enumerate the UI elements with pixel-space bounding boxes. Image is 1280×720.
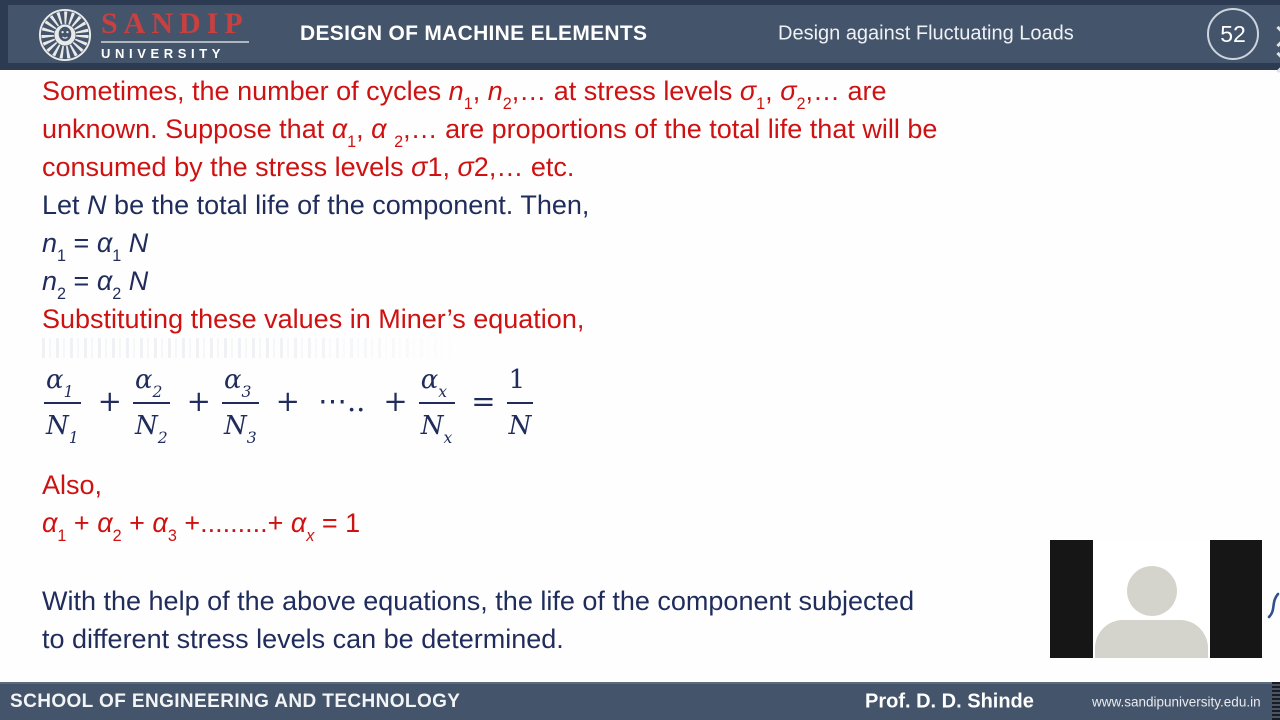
text-line: Also, (42, 470, 103, 500)
text-line: With the help of the above equations, the life of the component subjected (42, 586, 915, 616)
person-silhouette-icon (1095, 620, 1208, 658)
text-line: consumed by the stress levels σ1, σ2,… etc. (42, 152, 575, 182)
course-title: DESIGN OF MACHINE ELEMENTS (300, 22, 648, 45)
university-subtitle: UNIVERSITY (101, 46, 226, 61)
lecture-title: Design against Fluctuating Loads (778, 22, 1074, 45)
video-compression-artifact (42, 338, 472, 358)
text-line: $n_2 = \alpha_2$ N (42, 266, 149, 304)
footer-bar (0, 682, 1280, 720)
header-bar-panel (8, 5, 1280, 63)
text-line: Substituting these values in Miner’s equation, (42, 304, 585, 334)
text-line: Let N be the total life of the component. Then, (42, 190, 590, 220)
webcam-placeholder (1050, 540, 1262, 658)
slide-number-badge: 52 (1207, 8, 1259, 60)
miner-equation: $\frac{\alpha_1}{N_1}$ + $\frac{\alpha_2}{N_2}$ + $\frac{\alpha_3}{N_3}$ + ⋯.. + $\frac{\alpha_x}{N_x}$ = $\frac{1}{N}$ (42, 366, 1222, 440)
school-name: SCHOOL OF ENGINEERING AND TECHNOLOGY (10, 691, 461, 712)
text-line: $\alpha_1 + \alpha_2 + \alpha_3$ +.........+ $\alpha_x = 1$ (42, 508, 361, 546)
university-logo (38, 7, 249, 63)
webcam-frame (1093, 540, 1210, 658)
pen-mark-artifact (1266, 590, 1280, 620)
webcam-black-bar (1050, 540, 1093, 658)
university-emblem-icon (38, 8, 92, 62)
text-line: to different stress levels can be determined. (42, 624, 564, 654)
header-bar (0, 0, 1280, 70)
webcam-black-bar (1210, 540, 1262, 658)
edge-chevron-icon (1268, 52, 1280, 73)
professor-name: Prof. D. D. Shinde (865, 690, 1034, 713)
slide-body (42, 72, 1222, 658)
text-line: unknown. Suppose that $\alpha_1$, α $_2$,… are proportions of the total life that will be (42, 114, 938, 152)
edge-chevron-icon (1268, 26, 1280, 47)
text-line: $n_1 = \alpha_1$ N (42, 228, 149, 266)
text-line: Sometimes, the number of cycles $n_1$, $n_2,\dots$ at stress levels $\sigma_1$, $\sigma_2,\dots$ are (42, 76, 887, 114)
person-silhouette-icon (1127, 566, 1177, 616)
university-logo-text (101, 9, 249, 61)
edge-stripe-artifact (1272, 682, 1280, 720)
university-website: www.sandipuniversity.edu.in (1092, 694, 1261, 710)
university-name: SANDIP (101, 9, 249, 43)
